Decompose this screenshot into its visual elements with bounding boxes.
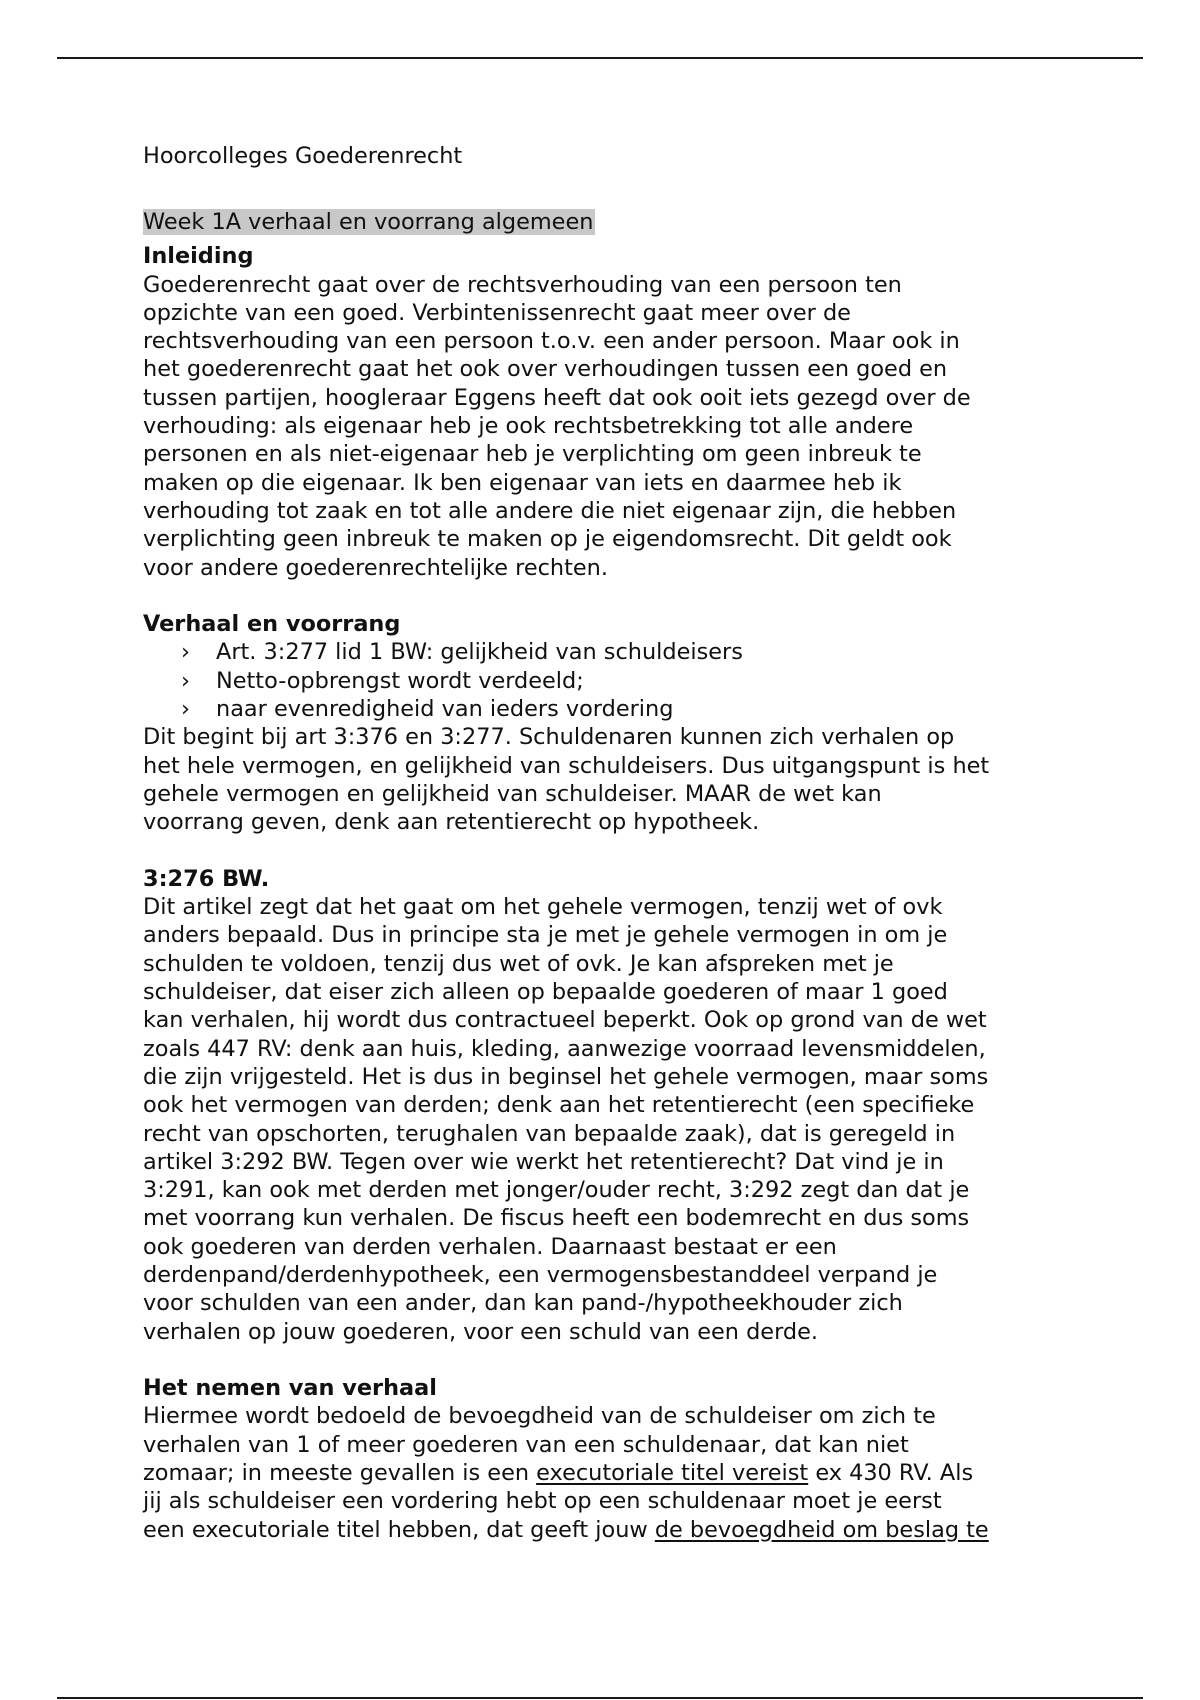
text-run: ex 430 RV. Als — [808, 1460, 974, 1487]
paragraph-spacer — [143, 582, 1073, 610]
paragraph-line: het goederenrecht gaat het ook over verhoudingen tussen een goed en — [143, 356, 948, 383]
paragraph-line: personen en als niet-eigenaar heb je verplichting om geen inbreuk te — [143, 441, 922, 468]
paragraph-line: verhalen op jouw goederen, voor een schuld van een derde. — [143, 1318, 818, 1345]
paragraph-line: 3:291, kan ook met derden met jonger/ouder recht, 3:292 zegt dan dat je — [143, 1177, 970, 1204]
document-title: Hoorcolleges Goederenrecht — [143, 143, 463, 169]
paragraph-spacer — [143, 1346, 1073, 1374]
paragraph-line: jij als schuldeiser een vordering hebt op een schuldenaar moet je eerst — [143, 1488, 942, 1515]
paragraph-line: tussen partijen, hoogleraar Eggens heeft dat ook ooit iets gezegd over de — [143, 384, 971, 411]
bullet-item — [143, 638, 1073, 666]
section-body-het-nemen-van-verhaal — [143, 1402, 1073, 1543]
paragraph-line: verhouding: als eigenaar heb je ook rechtsbetrekking tot alle andere — [143, 413, 914, 440]
section-body-verhaal-en-voorrang — [143, 723, 1073, 836]
paragraph-line: verhalen van 1 of meer goederen van een schuldenaar, dat kan niet — [143, 1431, 909, 1458]
paragraph-line-with-underline — [143, 1459, 1073, 1487]
paragraph-line: ook goederen van derden verhalen. Daarnaast bestaat er een — [143, 1233, 837, 1260]
section-heading-verhaal-en-voorrang: Verhaal en voorrang — [143, 611, 401, 638]
paragraph-line: zoals 447 RV: denk aan huis, kleding, aanwezige voorraad levensmiddelen, — [143, 1035, 986, 1062]
chevron-bullet-icon: › — [181, 667, 190, 694]
paragraph-line: schulden te voldoen, tenzij dus wet of ovk. Je kan afspreken met je — [143, 950, 894, 977]
paragraph-line: artikel 3:292 BW. Tegen over wie werkt het retentierecht? Dat vind je in — [143, 1148, 944, 1175]
paragraph-line: het hele vermogen, en gelijkheid van schuldeisers. Dus uitgangspunt is het — [143, 752, 990, 779]
bullet-text: Art. 3:277 lid 1 BW: gelijkheid van schuldeisers — [216, 639, 743, 666]
underlined-text-bevoegdheid-beslag: de bevoegdheid om beslag te — [654, 1516, 989, 1543]
section-body-inleiding — [143, 271, 1073, 582]
paragraph-line: derdenpand/derdenhypotheek, een vermogensbestanddeel verpand je — [143, 1261, 938, 1288]
paragraph-line: kan verhalen, hij wordt dus contractueel beperkt. Ook op grond van de wet — [143, 1007, 987, 1034]
header-rule — [57, 57, 1143, 59]
paragraph-line: met voorrang kun verhalen. De fiscus heeft een bodemrecht en dus soms — [143, 1205, 970, 1232]
paragraph-line: ook het vermogen van derden; denk aan het retentierecht (een specifieke — [143, 1092, 975, 1119]
footer-rule — [57, 1697, 1143, 1699]
paragraph-line: opzichte van een goed. Verbintenissenrecht gaat meer over de — [143, 299, 851, 326]
paragraph-line: Hiermee wordt bedoeld de bevoegdheid van de schuldeiser om zich te — [143, 1403, 936, 1430]
paragraph-line: Goederenrecht gaat over de rechtsverhouding van een persoon ten — [143, 271, 902, 298]
text-run: een executoriale titel hebben, dat geeft jouw — [143, 1516, 655, 1543]
paragraph-line: recht van opschorten, terughalen van bepaalde zaak), dat is geregeld in — [143, 1120, 956, 1147]
section-heading-het-nemen-van-verhaal: Het nemen van verhaal — [143, 1375, 437, 1402]
section-heading-inleiding: Inleiding — [143, 243, 254, 270]
paragraph-line: verplichting geen inbreuk te maken op je eigendomsrecht. Dit geldt ook — [143, 526, 952, 553]
text-run: zomaar; in meeste gevallen is een — [143, 1460, 537, 1487]
paragraph-line: verhouding tot zaak en tot alle andere die niet eigenaar zijn, die hebben — [143, 497, 957, 524]
paragraph-line: anders bepaald. Dus in principe sta je met je gehele vermogen in om je — [143, 922, 948, 949]
document-page — [143, 142, 1073, 1544]
bullet-text: Netto-opbrengst wordt verdeeld; — [216, 667, 584, 694]
paragraph-line-with-underline — [143, 1516, 1073, 1544]
chevron-bullet-icon: › — [181, 639, 190, 666]
section-body-3-276-bw — [143, 893, 1073, 1346]
paragraph-line: Dit begint bij art 3:376 en 3:277. Schuldenaren kunnen zich verhalen op — [143, 724, 955, 751]
paragraph-line: voor andere goederenrechtelijke rechten. — [143, 554, 608, 581]
paragraph-line: die zijn vrijgesteld. Het is dus in beginsel het gehele vermogen, maar soms — [143, 1063, 989, 1090]
bullet-item — [143, 695, 1073, 723]
paragraph-line: gehele vermogen en gelijkheid van schuldeiser. MAAR de wet kan — [143, 780, 882, 807]
paragraph-spacer — [143, 837, 1073, 865]
paragraph-line: maken op die eigenaar. Ik ben eigenaar van iets en daarmee heb ik — [143, 469, 902, 496]
bullet-list — [143, 638, 1073, 723]
chevron-bullet-icon: › — [181, 696, 190, 723]
paragraph-line: rechtsverhouding van een persoon t.o.v. een ander persoon. Maar ook in — [143, 328, 960, 355]
underlined-text-executoriale-titel: executoriale titel vereist — [536, 1460, 809, 1487]
paragraph-line: schuldeiser, dat eiser zich alleen op bepaalde goederen of maar 1 goed — [143, 979, 948, 1006]
week-heading-highlighted: Week 1A verhaal en voorrang algemeen — [143, 209, 594, 236]
section-heading-3-276-bw: 3:276 BW. — [143, 865, 270, 892]
bullet-item — [143, 667, 1073, 695]
paragraph-line: voorrang geven, denk aan retentierecht op hypotheek. — [143, 809, 760, 836]
bullet-text: naar evenredigheid van ieders vordering — [216, 696, 674, 723]
paragraph-line: voor schulden van een ander, dan kan pand-/hypotheekhouder zich — [143, 1290, 903, 1317]
paragraph-line: Dit artikel zegt dat het gaat om het gehele vermogen, tenzij wet of ovk — [143, 894, 943, 921]
